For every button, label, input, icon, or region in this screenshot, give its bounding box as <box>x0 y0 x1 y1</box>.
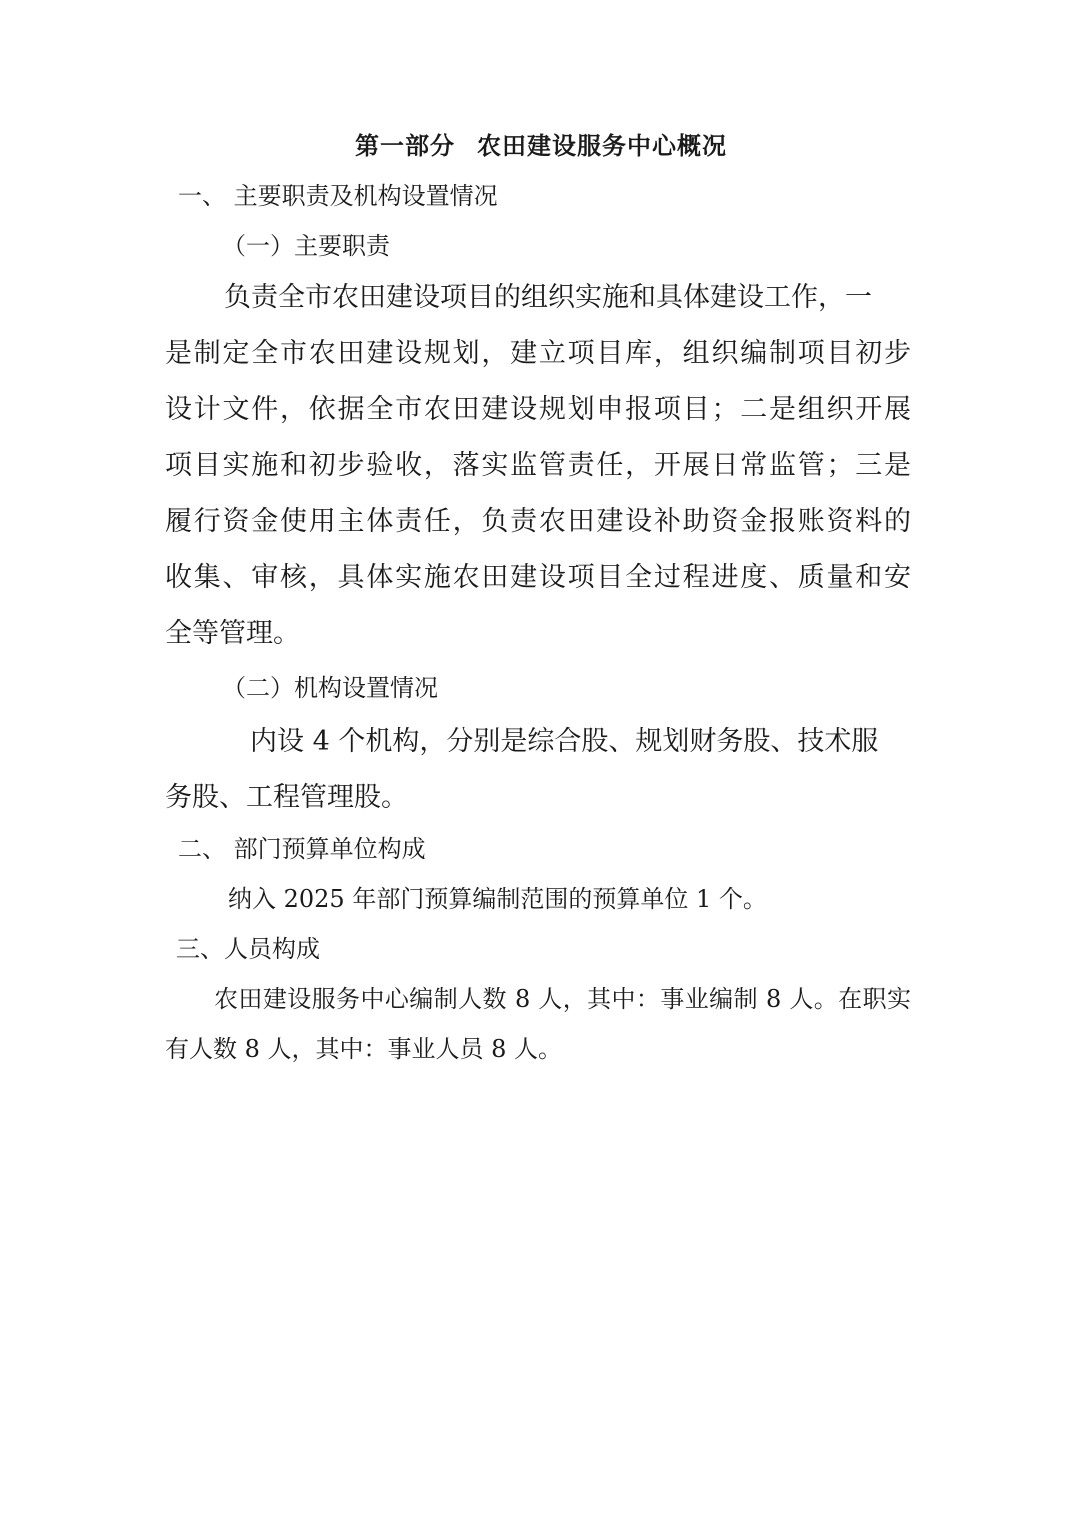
staff-line: 农田建设服务中心编制人数 8 人，其中：事业编制 8 人。在职实 <box>214 985 911 1013</box>
section3-heading: 三、人员构成 <box>176 935 320 963</box>
title-part: 第一部分 <box>355 131 455 160</box>
sub2-heading: （二）机构设置情况 <box>222 674 438 702</box>
staff-line: 有人数 8 人，其中：事业人员 8 人。 <box>165 1035 563 1063</box>
duties-line: 负责全市农田建设项目的组织实施和具体建设工作，一 <box>224 282 872 313</box>
duties-line: 收集、审核，具体实施农田建设项目全过程进度、质量和安 <box>165 562 911 593</box>
sub1-heading: （一）主要职责 <box>222 232 390 260</box>
section2-text: 纳入 2025 年部门预算编制范围的预算单位 1 个。 <box>228 885 767 913</box>
org-line: 务股、工程管理股。 <box>165 782 408 813</box>
section1-heading: 一、 主要职责及机构设置情况 <box>178 182 498 210</box>
duties-line: 全等管理。 <box>165 618 300 649</box>
title-name: 农田建设服务中心概况 <box>477 131 727 160</box>
org-line: 内设 4 个机构，分别是综合股、规划财务股、技术服 <box>250 726 879 757</box>
duties-line: 履行资金使用主体责任，负责农田建设补助资金报账资料的 <box>165 506 911 537</box>
document-title <box>355 131 727 160</box>
duties-line: 是制定全市农田建设规划，建立项目库，组织编制项目初步 <box>165 338 911 369</box>
section2-heading: 二、 部门预算单位构成 <box>178 835 426 863</box>
duties-line: 项目实施和初步验收，落实监管责任，开展日常监管；三是 <box>165 450 911 481</box>
duties-line: 设计文件，依据全市农田建设规划申报项目；二是组织开展 <box>165 394 911 425</box>
